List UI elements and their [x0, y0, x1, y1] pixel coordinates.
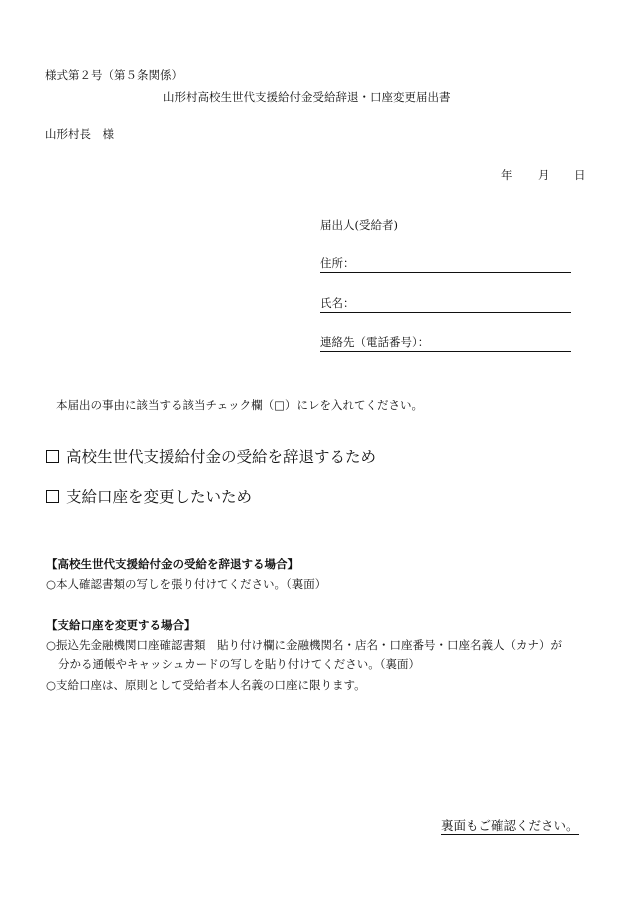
addressee: 山形村長 様 [45, 127, 114, 141]
option-decline[interactable] [46, 445, 376, 467]
change-section-item1-line1: ○振込先金融機関口座確認書類 貼り付け欄に金融機関名・店名・口座番号・口座名義人（カナ）が [46, 638, 563, 652]
instruction-text: 本届出の事由に該当する該当チェック欄（□）にレを入れてください。 [56, 398, 424, 412]
date-day: 日 [574, 168, 586, 182]
option-change-account-label: 支給口座を変更したいため [66, 488, 253, 506]
contact-field[interactable] [320, 335, 571, 352]
name-label: 氏名： [320, 296, 355, 310]
decline-section-item: ○本人確認書類の写しを張り付けてください。（裏面） [46, 577, 327, 591]
address-label: 住所： [320, 256, 355, 270]
change-section-item2: ○支給口座は、原則として受給者本人名義の口座に限ります。 [46, 678, 366, 692]
option-change-account[interactable] [46, 485, 252, 507]
checkbox-change-account[interactable] [46, 490, 59, 503]
date-year: 年 [501, 168, 513, 182]
name-field[interactable] [320, 296, 571, 313]
footer-note: 裏面もご確認ください。 [441, 818, 579, 833]
address-field[interactable] [320, 256, 571, 273]
date-month: 月 [538, 168, 550, 182]
decline-section-heading: 【高校生世代支援給付金の受給を辞退する場合】 [46, 557, 299, 571]
contact-label: 連絡先（電話番号）： [320, 335, 430, 349]
page-title: 山形村高校生世代支援給付金受給辞退・口座変更届出書 [163, 90, 451, 104]
change-section-item1-line2: 分かる通帳やキャッシュカードの写しを貼り付けてください。（裏面） [58, 657, 421, 671]
change-section-heading: 【支給口座を変更する場合】 [46, 618, 196, 632]
applicant-heading: 届出人(受給者) [320, 218, 398, 232]
checkbox-decline[interactable] [46, 450, 59, 463]
form-number: 様式第２号（第５条関係） [45, 68, 183, 82]
option-decline-label: 高校生世代支援給付金の受給を辞退するため [66, 448, 377, 466]
